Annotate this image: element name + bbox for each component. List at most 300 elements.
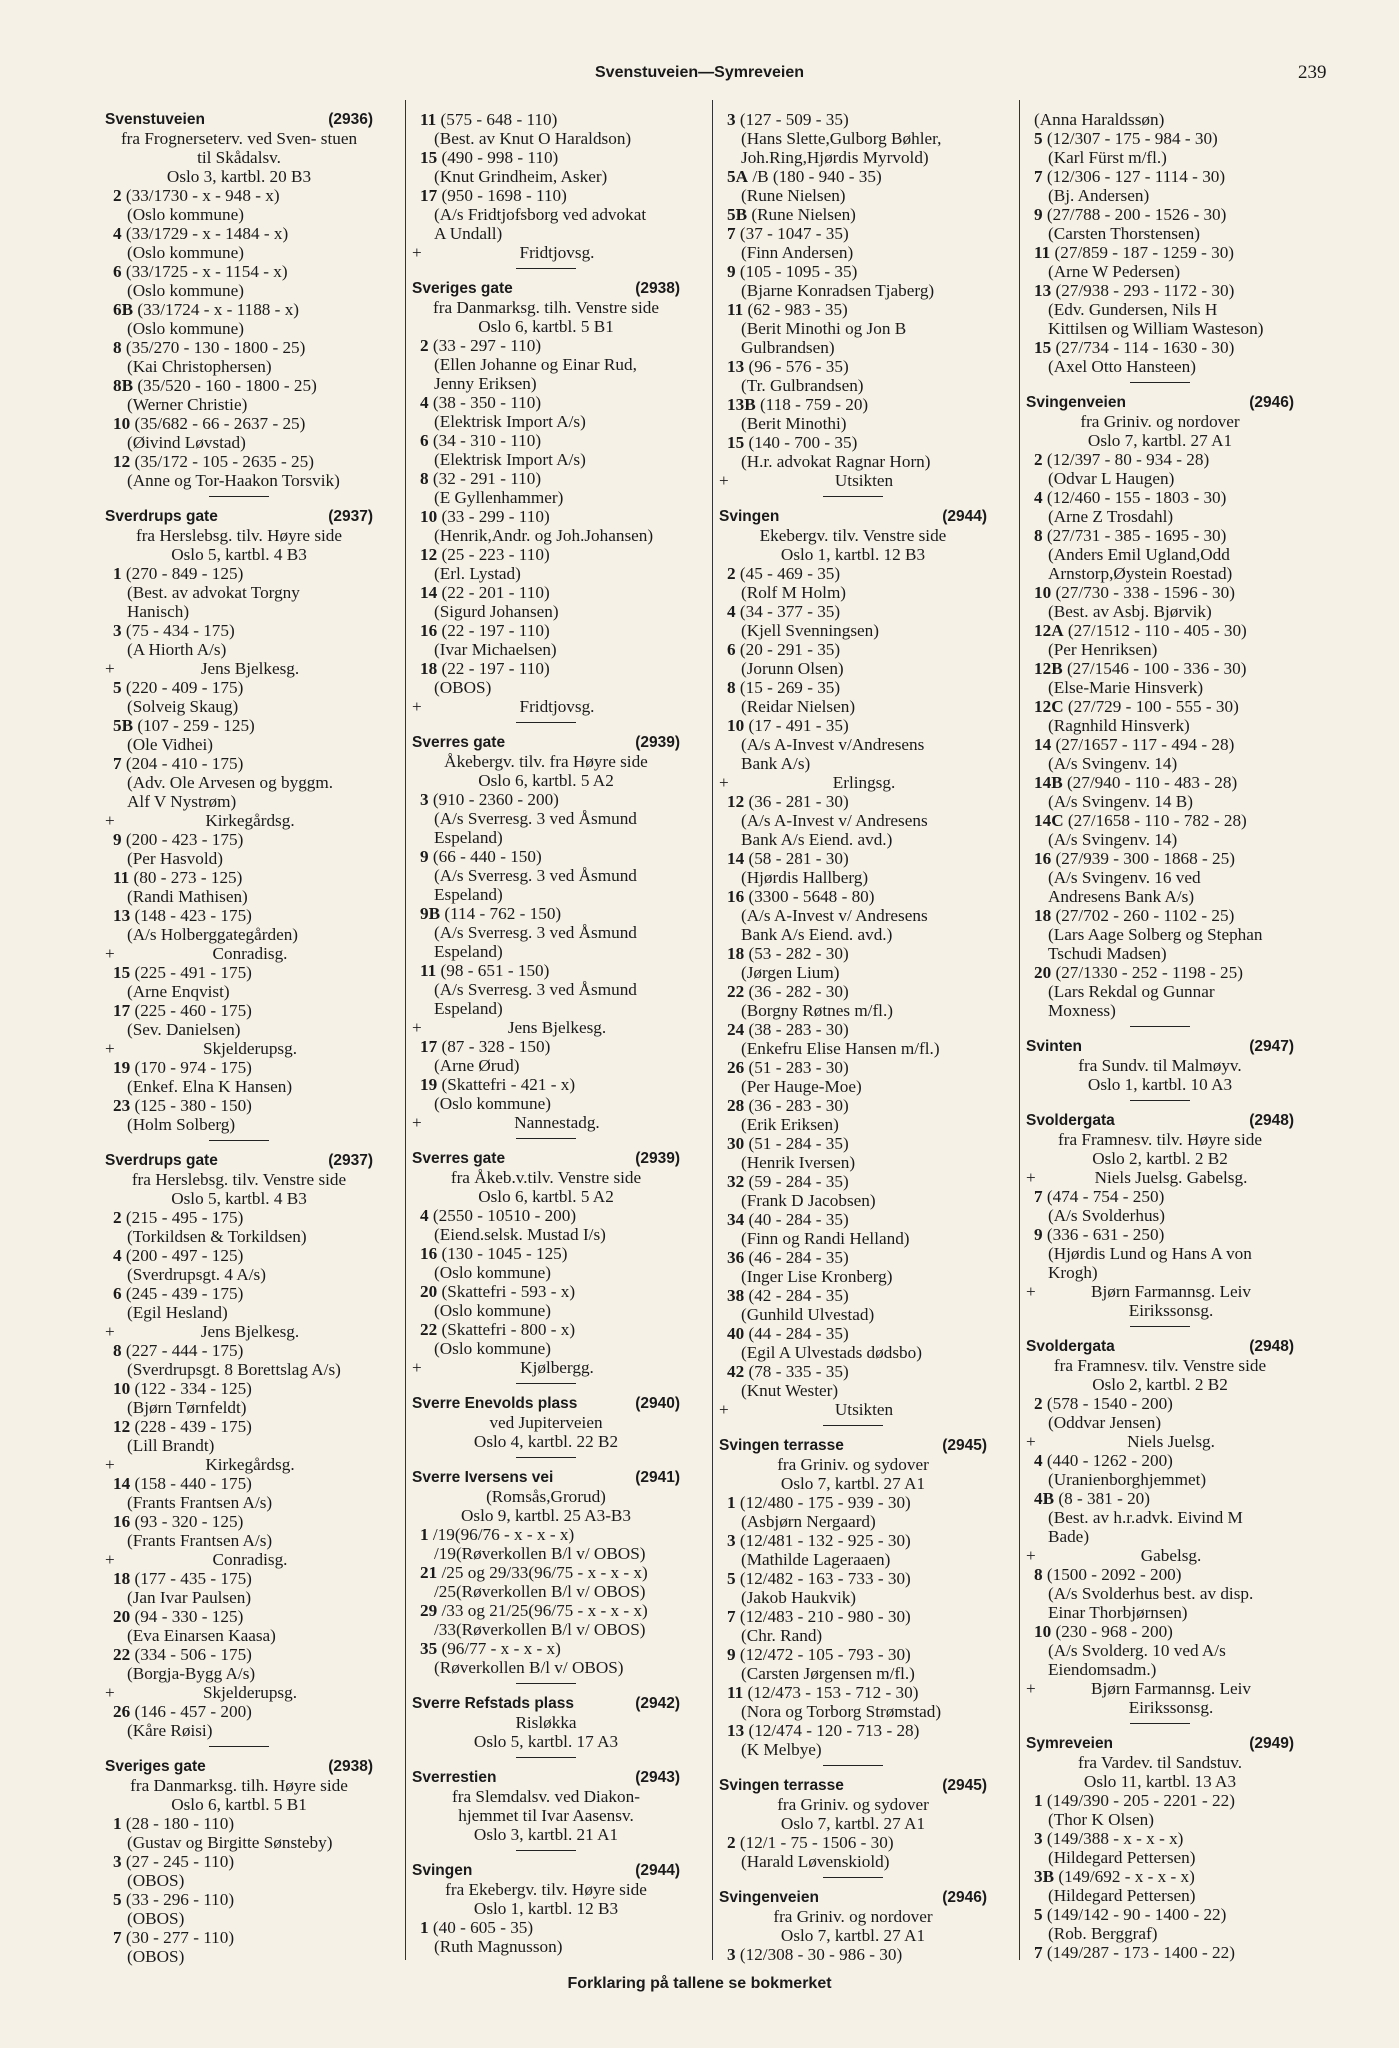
owner-line: (Thor K Olsen) — [1048, 1810, 1154, 1829]
cross-street-name: Bjørn Farmannsg. Leiv — [1091, 1282, 1251, 1301]
house-number: 22 — [113, 1645, 131, 1664]
property-entry — [719, 1134, 987, 1153]
section-divider — [516, 1138, 576, 1139]
house-number: 2 — [1034, 450, 1043, 469]
owner-line: (Sev. Danielsen) — [127, 1020, 241, 1039]
house-number: 8 — [727, 678, 736, 697]
property-entry — [719, 224, 987, 243]
property-values: (149/692 - x - x - x) — [1058, 1867, 1195, 1886]
property-values: (40 - 605 - 35) — [432, 1918, 534, 1937]
property-values: (87 - 328 - 150) — [441, 1037, 551, 1056]
house-number: 12 — [113, 452, 131, 471]
house-number: 8 — [1034, 526, 1043, 545]
column-4 — [1026, 110, 1294, 1962]
property-entry — [719, 1645, 987, 1664]
owner-line: (Inger Lise Kronberg) — [741, 1267, 893, 1286]
property-values: (215 - 495 - 175) — [125, 1208, 244, 1227]
street-code: (2948) — [1249, 1338, 1294, 1355]
section-divider — [516, 722, 576, 723]
property-values: (27/734 - 114 - 1630 - 30) — [1055, 338, 1235, 357]
owner-line: Kittilsen og William Wasteson) — [1048, 319, 1264, 338]
street-heading — [412, 1149, 680, 1168]
property-values: (12/306 - 127 - 1114 - 30) — [1046, 167, 1226, 186]
house-number: 16 — [420, 621, 438, 640]
property-values: (33/1724 - x - 1188 - x) — [137, 300, 300, 319]
property-entry — [1026, 1867, 1294, 1886]
owner-line: (Nora og Torborg Strømstad) — [741, 1702, 942, 1721]
property-entry — [719, 1833, 987, 1852]
property-entry — [412, 847, 680, 866]
section-divider — [1130, 382, 1190, 383]
owner-line: Eiendomsadm.) — [1048, 1660, 1157, 1679]
owner-line: (Knut Grindheim, Asker) — [434, 167, 608, 186]
street-description: fra Slemdalsv. ved Diakon- — [452, 1787, 640, 1806]
cross-street-name: Eirikssonsg. — [1128, 1301, 1214, 1320]
street-entry — [1026, 1111, 1294, 1327]
street-name: Sverres gate — [412, 734, 506, 751]
owner-line: (Hildegard Pettersen) — [1048, 1886, 1196, 1905]
street-code: (2945) — [942, 1437, 987, 1454]
house-number: 16 — [727, 887, 745, 906]
cross-street — [105, 1455, 373, 1474]
house-number: 2 — [113, 186, 122, 205]
street-description: Oslo 6, kartbl. 5 A2 — [478, 771, 614, 790]
property-entry — [1026, 1225, 1294, 1244]
property-values: (12/472 - 105 - 793 - 30) — [739, 1645, 911, 1664]
property-entry — [1026, 1451, 1294, 1470]
cross-street — [412, 243, 680, 262]
house-number: 26 — [727, 1058, 745, 1077]
property-entry — [719, 1286, 987, 1305]
owner-line: (Frants Frantsen A/s) — [127, 1493, 273, 1512]
house-number: 30 — [727, 1134, 745, 1153]
property-entry — [105, 1208, 373, 1227]
property-values: (27/938 - 293 - 1172 - 30) — [1055, 281, 1235, 300]
house-number: 21 — [420, 1563, 438, 1582]
house-number: 2 — [420, 336, 429, 355]
street-heading — [105, 507, 373, 526]
property-values: /33 og 21/25(96/75 - x - x - x) — [441, 1601, 648, 1620]
owner-line: (Enkefru Elise Hansen m/fl.) — [741, 1039, 940, 1058]
property-entry — [719, 1531, 987, 1550]
property-entry — [1026, 906, 1294, 925]
street-entry — [412, 1768, 680, 1851]
property-values: (12/1 - 75 - 1506 - 30) — [739, 1833, 894, 1852]
street-heading — [719, 1436, 987, 1455]
owner-line: (Asbjørn Nergaard) — [741, 1512, 876, 1531]
property-entry — [412, 904, 680, 923]
owner-line: (Sverdrupsgt. 8 Borettslag A/s) — [127, 1360, 341, 1379]
street-heading — [1026, 1734, 1294, 1753]
property-values: (35/172 - 105 - 2635 - 25) — [134, 452, 314, 471]
house-number: 5 — [727, 1569, 736, 1588]
owner-line: (Elektrisk Import A/s) — [434, 450, 586, 469]
property-values: (Skattefri - 800 - x) — [441, 1320, 576, 1339]
property-values: (148 - 423 - 175) — [134, 906, 252, 925]
property-values: (12/474 - 120 - 713 - 28) — [748, 1721, 920, 1740]
street-description: Oslo 3, kartbl. 20 B3 — [166, 167, 312, 186]
house-number: 3 — [727, 1531, 736, 1550]
cross-street — [1026, 1679, 1294, 1698]
house-number: 14 — [1034, 735, 1052, 754]
property-entry — [105, 262, 373, 281]
property-entry — [105, 1814, 373, 1833]
property-entry — [412, 1639, 680, 1658]
owner-line: Bank A/s Eiend. avd.) — [741, 925, 893, 944]
owner-line: (Borgja-Bygg A/s) — [127, 1664, 256, 1683]
owner-line: (A/s Svolderhus best. av disp. — [1048, 1584, 1254, 1603]
street-description: Oslo 3, kartbl. 21 A1 — [473, 1825, 619, 1844]
house-number: 38 — [727, 1286, 745, 1305]
owner-line: (Finn og Randi Helland) — [741, 1229, 910, 1248]
street-name: Sverre Iversens vei — [412, 1469, 554, 1486]
owner-line: (Enkef. Elna K Hansen) — [127, 1077, 293, 1096]
owner-line: Andresens Bank A/s) — [1048, 887, 1195, 906]
house-number: 17 — [113, 1001, 131, 1020]
cross-street-name: Utsikten — [834, 471, 894, 490]
property-values: (33/1725 - x - 1154 - x) — [125, 262, 288, 281]
house-number: 3 — [727, 1945, 736, 1964]
section-divider — [516, 268, 576, 269]
owner-line: (A/s Sverresg. 3 ved Åsmund — [434, 923, 637, 942]
owner-line: (Edv. Gundersen, Nils H — [1048, 300, 1218, 319]
street-entry — [719, 1436, 987, 1766]
property-entry — [719, 1324, 987, 1343]
owner-line: (Oslo kommune) — [127, 319, 244, 338]
street-entry — [412, 1694, 680, 1758]
property-values: (62 - 983 - 35) — [747, 300, 848, 319]
street-heading — [719, 1888, 987, 1907]
property-values: (20 - 291 - 35) — [739, 640, 841, 659]
property-entry — [105, 1702, 373, 1721]
owner-line: (Oslo kommune) — [434, 1094, 551, 1113]
owner-line: (Torkildsen & Torkildsen) — [127, 1227, 307, 1246]
property-entry — [412, 469, 680, 488]
cross-street — [105, 1039, 373, 1058]
street-entry — [105, 110, 373, 497]
house-number: 9 — [113, 830, 122, 849]
house-number: 20 — [113, 1607, 131, 1626]
owner-line: Espeland) — [434, 999, 503, 1018]
house-number: 7 — [113, 754, 122, 773]
street-heading — [412, 1694, 680, 1713]
owner-line: (Jørgen Lium) — [741, 963, 840, 982]
house-number: 6 — [113, 262, 122, 281]
property-entry — [1026, 338, 1294, 357]
property-entry — [105, 1417, 373, 1436]
property-entry — [719, 1945, 987, 1964]
house-number: 4 — [113, 1246, 122, 1265]
owner-line: (A/s Sverresg. 3 ved Åsmund — [434, 980, 637, 999]
owner-line: (Oslo kommune) — [127, 281, 244, 300]
property-values: (27/1330 - 252 - 1198 - 25) — [1055, 963, 1243, 982]
property-values: (35/682 - 66 - 2637 - 25) — [134, 414, 306, 433]
street-description: Oslo 7, kartbl. 27 A1 — [780, 1814, 926, 1833]
property-values: (2550 - 10510 - 200) — [432, 1206, 577, 1225]
property-values: (75 - 434 - 175) — [125, 621, 235, 640]
street-entry — [412, 110, 680, 269]
street-entry — [1026, 110, 1294, 383]
street-heading — [412, 279, 680, 298]
house-number: 15 — [420, 148, 438, 167]
property-values: (12/482 - 163 - 733 - 30) — [739, 1569, 911, 1588]
cross-marker: + — [412, 243, 422, 262]
owner-line: Bank A/s Eiend. avd.) — [741, 830, 893, 849]
property-entry — [412, 110, 680, 129]
owner-line: (Ragnhild Hinsverk) — [1048, 716, 1190, 735]
house-number: 14 — [113, 1474, 131, 1493]
owner-line: (Gustav og Birgitte Sønsteby) — [127, 1833, 333, 1852]
property-values: (225 - 491 - 175) — [134, 963, 252, 982]
property-values: (158 - 440 - 175) — [134, 1474, 252, 1493]
owner-line: (OBOS) — [127, 1909, 185, 1928]
house-number: 7 — [727, 1607, 736, 1626]
owner-line: /19(Røverkollen B/l v/ OBOS) — [434, 1544, 646, 1563]
property-entry — [105, 452, 373, 471]
owner-line: (Berit Minothi) — [741, 414, 847, 433]
street-heading — [1026, 1037, 1294, 1056]
property-values: (204 - 410 - 175) — [125, 754, 244, 773]
owner-line: (Røverkollen B/l v/ OBOS) — [434, 1658, 624, 1677]
owner-line: (Øivind Løvstad) — [127, 433, 246, 452]
street-entry — [412, 1468, 680, 1684]
property-values: (130 - 1045 - 125) — [441, 1244, 568, 1263]
property-entry — [1026, 773, 1294, 792]
property-values: (22 - 201 - 110) — [441, 583, 550, 602]
house-number: 40 — [727, 1324, 745, 1343]
property-entry — [1026, 697, 1294, 716]
property-entry — [105, 186, 373, 205]
owner-line: (Hans Slette,Gulborg Bøhler, — [741, 129, 942, 148]
house-number: 12A — [1034, 621, 1064, 640]
street-description: ved Jupiterveien — [489, 1413, 603, 1432]
property-values: (225 - 460 - 175) — [134, 1001, 252, 1020]
property-values: (149/287 - 173 - 1400 - 22) — [1046, 1943, 1235, 1962]
property-values: (334 - 506 - 175) — [134, 1645, 252, 1664]
property-entry — [412, 431, 680, 450]
street-description: Oslo 7, kartbl. 27 A1 — [780, 1474, 926, 1493]
house-number: 29 — [420, 1601, 438, 1620]
property-entry — [412, 1525, 680, 1544]
property-values: (575 - 648 - 110) — [440, 110, 558, 129]
cross-marker: + — [105, 1455, 115, 1474]
street-heading — [1026, 1337, 1294, 1356]
property-values: (146 - 457 - 200) — [134, 1702, 252, 1721]
property-entry — [719, 1362, 987, 1381]
street-code: (2938) — [328, 1758, 373, 1775]
house-number: 11 — [113, 868, 130, 887]
street-description: Oslo 6, kartbl. 5 B1 — [478, 317, 614, 336]
cross-street — [1026, 1168, 1294, 1187]
property-values: (33 - 296 - 110) — [125, 1890, 235, 1909]
street-description: (Romsås,Grorud) — [486, 1487, 606, 1506]
house-number: 12C — [1034, 697, 1064, 716]
property-entry — [105, 754, 373, 773]
house-number: 12B — [1034, 659, 1063, 678]
street-entry — [719, 1776, 987, 1878]
street-heading — [1026, 393, 1294, 412]
property-values: (220 - 409 - 175) — [125, 678, 244, 697]
property-entry — [1026, 243, 1294, 262]
house-number: 4 — [420, 1206, 429, 1225]
cross-marker — [1026, 1698, 1048, 1717]
owner-line: (Arne Z Trosdahl) — [1048, 507, 1174, 526]
street-description: fra Herslebsg. tilv. Høyre side — [135, 526, 343, 545]
section-divider — [1130, 1723, 1190, 1724]
owner-line: (Adv. Ole Arvesen og byggm. — [127, 773, 334, 792]
house-number: 11 — [420, 961, 437, 980]
owner-line: (Henrik Iversen) — [741, 1153, 856, 1172]
property-entry — [105, 300, 373, 319]
section-divider — [209, 496, 269, 497]
property-values: (96/77 - x - x - x) — [441, 1639, 561, 1658]
house-number: 9 — [1034, 205, 1043, 224]
cross-street-name: Jens Bjelkesg. — [507, 1018, 607, 1037]
house-number: 24 — [727, 1020, 745, 1039]
property-entry — [719, 1248, 987, 1267]
property-values: (35/520 - 160 - 1800 - 25) — [137, 376, 317, 395]
property-entry — [412, 621, 680, 640]
cross-marker: + — [1026, 1168, 1036, 1187]
property-entry — [1026, 205, 1294, 224]
cross-street — [1026, 1432, 1294, 1451]
house-number: 7 — [1034, 1943, 1043, 1962]
house-number: 10 — [420, 507, 438, 526]
house-number: 13B — [727, 395, 756, 414]
owner-line: (Per Henriksen) — [1048, 640, 1158, 659]
house-number: 7 — [113, 1928, 122, 1947]
street-heading — [1026, 1111, 1294, 1130]
owner-line: (Arne Ørud) — [434, 1056, 520, 1075]
property-values: (245 - 439 - 175) — [125, 1284, 244, 1303]
owner-line: (Knut Wester) — [741, 1381, 839, 1400]
street-description: Ekebergv. tilv. Venstre side — [759, 526, 947, 545]
owner-line: (Ivar Michaelsen) — [434, 640, 557, 659]
house-number: 5B — [113, 716, 134, 735]
house-number: 4 — [420, 393, 429, 412]
property-values: (40 - 284 - 35) — [748, 1210, 849, 1229]
owner-line: (Bjørn Tørnfeldt) — [127, 1398, 247, 1417]
property-values: (27/1658 - 110 - 782 - 28) — [1067, 811, 1247, 830]
owner-line: (Best. av h.r.advk. Eivind M — [1048, 1508, 1243, 1527]
house-number: 32 — [727, 1172, 745, 1191]
owner-line: (Holm Solberg) — [127, 1115, 236, 1134]
property-entry — [719, 716, 987, 735]
property-values: (45 - 469 - 35) — [739, 564, 841, 583]
property-entry — [719, 640, 987, 659]
house-number: 5 — [113, 678, 122, 697]
property-entry — [1026, 488, 1294, 507]
cross-street-name: Utsikten — [834, 1400, 894, 1419]
property-values: (114 - 762 - 150) — [444, 904, 562, 923]
house-number: 20 — [420, 1282, 438, 1301]
property-entry — [1026, 167, 1294, 186]
house-number: 8 — [113, 338, 122, 357]
property-values: (30 - 277 - 110) — [125, 1928, 235, 1947]
street-entry — [412, 733, 680, 1139]
owner-line: (Henrik,Andr. og Joh.Johansen) — [434, 526, 654, 545]
owner-line: (Werner Christie) — [127, 395, 248, 414]
property-entry — [1026, 1565, 1294, 1584]
property-entry — [1026, 621, 1294, 640]
cross-marker: + — [105, 944, 115, 963]
owner-line: Alf V Nystrøm) — [127, 792, 237, 811]
street-description: Oslo 7, kartbl. 27 A1 — [780, 1926, 926, 1945]
house-number: 26 — [113, 1702, 131, 1721]
street-entry — [412, 1861, 680, 1956]
owner-line: Tschudi Madsen) — [1048, 944, 1167, 963]
property-values: (270 - 849 - 125) — [125, 564, 244, 583]
owner-line: (Best. av Asbj. Bjørvik) — [1048, 602, 1212, 621]
owner-line: Krogh) — [1048, 1263, 1098, 1282]
property-values: (12/307 - 175 - 984 - 30) — [1046, 129, 1218, 148]
owner-line: (Randi Mathisen) — [127, 887, 248, 906]
property-entry — [719, 564, 987, 583]
property-values: (336 - 631 - 250) — [1046, 1225, 1165, 1244]
owner-line: (Bjarne Konradsen Tjaberg) — [741, 281, 935, 300]
owner-line: (Jakob Haukvik) — [741, 1588, 857, 1607]
cross-street-name: Bjørn Farmannsg. Leiv — [1091, 1679, 1251, 1698]
street-description: fra Danmarksg. tilh. Høyre side — [130, 1776, 348, 1795]
property-entry — [105, 621, 373, 640]
owner-line: (Oslo kommune) — [434, 1339, 551, 1358]
property-entry — [719, 1569, 987, 1588]
column-2 — [412, 110, 680, 1956]
street-entry — [412, 279, 680, 723]
house-number: 8 — [113, 1341, 122, 1360]
property-entry — [1026, 1791, 1294, 1810]
property-entry — [105, 1512, 373, 1531]
house-number: 34 — [727, 1210, 745, 1229]
property-values: (950 - 1698 - 110) — [441, 186, 567, 205]
property-values: (27/940 - 110 - 483 - 28) — [1066, 773, 1238, 792]
property-values: (28 - 180 - 110) — [125, 1814, 235, 1833]
property-entry — [412, 148, 680, 167]
owner-line: (Per Hasvold) — [127, 849, 223, 868]
street-entry — [1026, 1734, 1294, 1962]
property-entry — [105, 376, 373, 395]
street-heading — [105, 1151, 373, 1170]
owner-line: (Bj. Andersen) — [1048, 186, 1150, 205]
street-heading — [412, 1468, 680, 1487]
cross-street-name: Fridtjovsg. — [519, 697, 595, 716]
cross-marker: + — [105, 1039, 115, 1058]
property-values: /25 og 29/33(96/75 - x - x - x) — [441, 1563, 648, 1582]
house-number: 3 — [113, 621, 122, 640]
section-divider — [823, 496, 883, 497]
property-entry — [412, 1282, 680, 1301]
property-values: (36 - 281 - 30) — [748, 792, 849, 811]
property-values: (105 - 1095 - 35) — [739, 262, 858, 281]
property-entry — [1026, 811, 1294, 830]
property-entry — [105, 1645, 373, 1664]
street-code: (2944) — [942, 508, 987, 525]
house-number: 11 — [727, 1683, 744, 1702]
property-values: (12/308 - 30 - 986 - 30) — [739, 1945, 903, 1964]
cross-street — [719, 471, 987, 490]
owner-line: (Odvar L Haugen) — [1048, 469, 1175, 488]
owner-line: Jenny Eriksen) — [434, 374, 537, 393]
street-description: Oslo 4, kartbl. 22 B2 — [473, 1432, 619, 1451]
street-name: Sverre Enevolds plass — [412, 1395, 578, 1412]
property-entry — [105, 716, 373, 735]
owner-line: (Jorunn Olsen) — [741, 659, 844, 678]
owner-line: (Carsten Thorstensen) — [1048, 224, 1200, 243]
owner-line: (Finn Andersen) — [741, 243, 854, 262]
street-description: fra Åkeb.v.tilv. Venstre side — [450, 1168, 642, 1187]
property-values: (35/270 - 130 - 1800 - 25) — [125, 338, 306, 357]
property-entry — [105, 1284, 373, 1303]
